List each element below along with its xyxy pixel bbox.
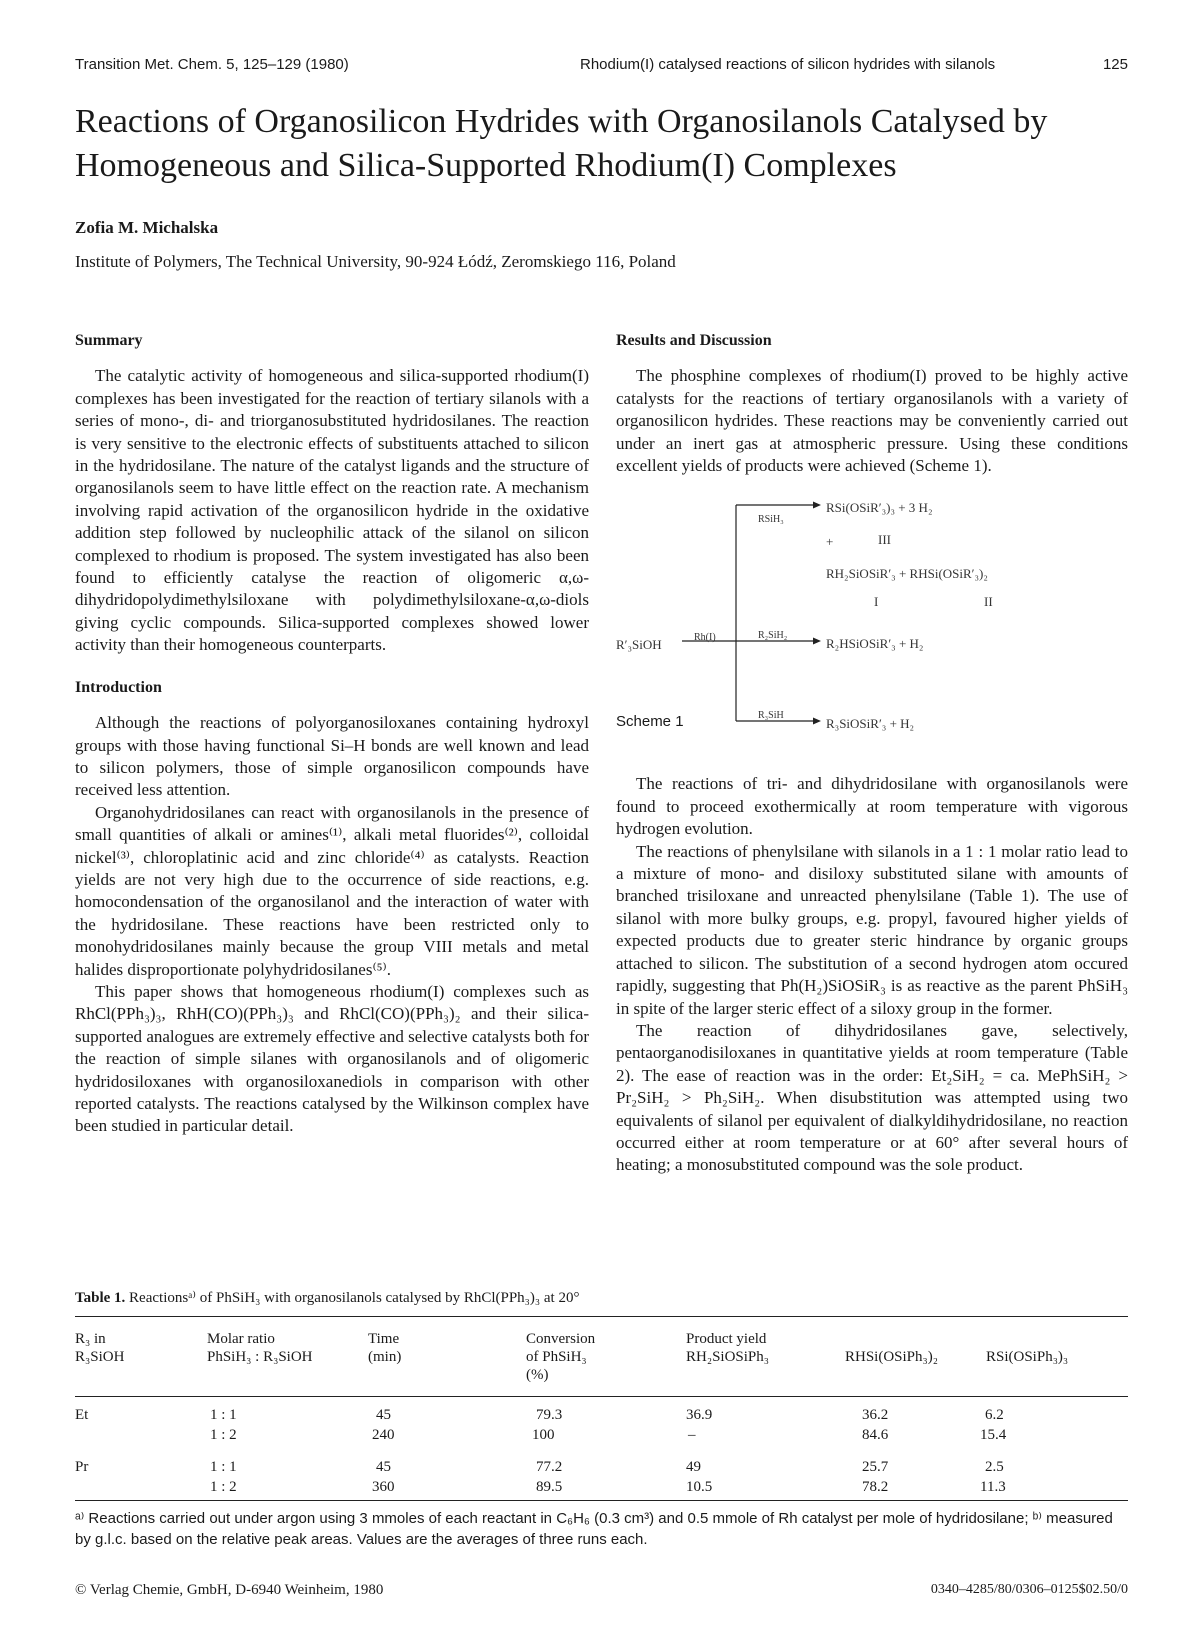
results-paragraph-4: The reaction of dihydridosilanes gave, selectively, pentaorganodisiloxanes in quantitative yields at room temperature (Table 2). The ease of reaction was in the order: Et₂SiH₂ = ca. MePhSiH₂ > Pr₂SiH₂ > Ph₂SiH₂. When disubstitution was attempted using two equivalents of silanol per equivalent of dialkyldihydridosilane, no reaction occurred either at room temperature or at 60° after several hours of heating; a monosubstituted compound was the sole product. [616, 1020, 1128, 1175]
table-row-4-yield-2: 78.2 [862, 1479, 889, 1495]
table-row-4-conv: 89.5 [536, 1479, 563, 1495]
scheme-reagent-2: R₂SiH₂ [758, 630, 788, 642]
table-row-1-yield-1: 36.9 [686, 1407, 713, 1423]
table-row-2-yield-2: 84.6 [862, 1427, 889, 1443]
results-heading: Results and Discussion [616, 332, 772, 349]
scheme-product-1: RSi(OSiR′₃)₃ + 3 H₂ [826, 500, 933, 516]
scheme-reagent-1: RSiH₃ [758, 514, 784, 526]
scheme-catalyst: Rh(I) [694, 632, 716, 644]
introduction-heading: Introduction [75, 678, 162, 696]
table-bottom-rule [75, 1500, 1128, 1501]
table-header-r3: R₃ in R₃SiOH [75, 1331, 125, 1365]
results-paragraph-2: The reactions of tri- and dihydridosilane with organosilanols were found to proceed exothermically at room temperature with vigorous hydrogen evolution. [616, 774, 1128, 839]
intro-paragraph-3: This paper shows that homogeneous rhodium(I) complexes such as RhCl(PPh₃)₃, RhH(CO)(PPh₃)₃ and RhCl(CO)(PPh₃)₂ and their silica-supported analogues are extremely effective and selective catalysts both for the reaction of simple silanes with organosilanols and of oligomeric hydridosiloxanes with organosiloxanediols in comparison with other reported catalysts. The reactions catalysed by the Wilkinson complex have been studied in particular detail. [75, 981, 589, 1136]
author: Zofia M. Michalska [75, 218, 219, 237]
table-footnote: ᵃ⁾ Reactions carried out under argon using 3 mmoles of each reactant in C₆H₆ (0.3 cm³) and 0.5 mmole of Rh catalyst per mole of hydridosilane; ᵇ⁾ measured by g.l.c. based on the relative peak areas. Values are the averages of three runs each. [75, 1510, 1113, 1548]
scheme-product-2: R₂HSiOSiR′₃ + H₂ [826, 636, 924, 652]
table-row-1-yield-2: 36.2 [862, 1407, 889, 1423]
table-row-1-ratio: 1 : 1 [210, 1407, 237, 1423]
table-row-3-yield-1: 49 [686, 1459, 701, 1475]
scheme-label: Scheme 1 [616, 713, 684, 731]
affiliation: Institute of Polymers, The Technical University, 90-924 Łódź, Zeromskiego 116, Poland [75, 252, 676, 271]
results-paragraph-1: The phosphine complexes of rhodium(I) proved to be highly active catalysts for the reactions of tertiary organosilanols with a variety of organosilicon hydrides. These reactions may be conveniently carried out under an inert gas at atmospheric pressure. Using these conditions excellent yields of products were achieved (Scheme 1). [616, 366, 1128, 476]
table-caption [75, 1288, 579, 1307]
table-row-2-yield-1: – [688, 1427, 696, 1443]
scheme-reactant: R′₃SiOH [616, 637, 662, 653]
results-paragraph-3: The reactions of phenylsilane with silanols in a 1 : 1 molar ratio lead to a mixture of mono- and disiloxy substituted silane with amounts of branched trisiloxane and unreacted phenylsilane (Table 1). The use of silanol with more bulky groups, e.g. propyl, favoured higher yields of expected products due to greater steric hindrance by organic groups attached to silicon. The substitution of a second hydrogen atom occured rapidly, suggesting that Ph(H₂)SiOSiR₃ is as reactive as the parent PhSiH₃ in spite of the larger steric effect of a siloxy group in the former. [616, 841, 1128, 1018]
table-header-product-yield: Product yield RH₂SiOSiPh₃ [686, 1331, 769, 1365]
scheme-1 [616, 489, 1128, 759]
table-row-3-ratio: 1 : 1 [210, 1459, 237, 1475]
table-row-3-time: 45 [376, 1459, 391, 1475]
table-header-conversion: Conversion of PhSiH₃ (%) [526, 1331, 596, 1383]
table-row-2-conv: 100 [532, 1427, 555, 1443]
table-header-rule [75, 1396, 1128, 1397]
summary-heading: Summary [75, 332, 143, 349]
table-row-4-yield-1: 10.5 [686, 1479, 713, 1495]
table-row-4-ratio: 1 : 2 [210, 1479, 237, 1495]
table-row-2-time: 240 [372, 1427, 395, 1443]
table-header-rhsi: RHSi(OSiPh₃)₂ [845, 1349, 938, 1365]
article-title: Reactions of Organosilicon Hydrides with Organosilanols Catalysed by Homogeneous and Silica-Supported Rhodium(I) Complexes [75, 103, 1048, 184]
document-code: 0340–4285/80/0306–0125$02.50/0 [930, 1582, 1128, 1597]
running-title: Rhodium(I) catalysed reactions of silicon hydrides with silanols [580, 56, 996, 73]
summary-text: The catalytic activity of homogeneous and silica-supported rhodium(I) complexes has been investigated for the reaction of tertiary silanols with a series of mono-, di- and triorganosubstituted hydridosilanes. The reaction is very sensitive to the electronic effects of substituents attached to silicon in the hydridosilane. The nature of the catalyst ligands and the structure of organosilanols seem to have little effect on the reaction rate. A mechanism involving rapid activation of the organosilicon hydride in the oxidative addition step followed by nucleophilic attack of the silanol on silicon complexed to rhodium is proposed. The system investigated has also been found to efficiently catalyse the reaction of oligomeric α,ω-dihydridopolydimethylsiloxane with polydimethylsiloxane-α,ω-diols giving cyclic compounds. Silica-supported complexes showed lower activity than their homogeneous counterparts. [75, 366, 589, 655]
table-row-3-yield-2: 25.7 [862, 1459, 889, 1475]
table-header-time: Time (min) [368, 1331, 402, 1365]
table-row-3-yield-3: 2.5 [985, 1459, 1004, 1475]
table-row-1-time: 45 [376, 1407, 391, 1423]
scheme-plus: + [826, 534, 834, 550]
right-column [616, 330, 1128, 1177]
scheme-label-ii: II [984, 594, 993, 610]
table-caption-text: Reactionsᵃ⁾ of PhSiH₃ with organosilanols catalysed by RhCl(PPh₃)₃ at 20° [129, 1290, 580, 1306]
intro-paragraph-2: Organohydridosilanes can react with organosilanols in the presence of small quantities of alkali or amines⁽¹⁾, alkali metal fluorides⁽²⁾, colloidal nickel⁽³⁾, chloroplatinic acid and zinc chloride⁽⁴⁾ as catalysts. Reaction yields are not very high due to the occurrence of side reactions, e.g. homocondensation of the organosilanol and the interaction of water with the hydridosilane. These reactions have been restricted only to monohydridosilanes mainly because the group VIII metals and metal halides disproportionate polyhydridosilanes⁽⁵⁾. [75, 802, 589, 979]
scheme-label-iii: III [878, 532, 891, 548]
table-row-3-conv: 77.2 [536, 1459, 563, 1475]
table-row-3-r: Pr [75, 1459, 89, 1475]
copyright-notice: © Verlag Chemie, GmbH, D-6940 Weinheim, 1980 [75, 1582, 384, 1598]
table-row-1-r: Et [75, 1407, 89, 1423]
scheme-reagent-3: R₃SiH [758, 710, 784, 722]
journal-citation: Transition Met. Chem. 5, 125–129 (1980) [75, 56, 349, 73]
table-row-1-conv: 79.3 [536, 1407, 563, 1423]
table-header-rsi: RSi(OSiPh₃)₃ [986, 1349, 1069, 1365]
table-row-1-yield-3: 6.2 [985, 1407, 1004, 1423]
scheme-product-3: R₃SiOSiR′₃ + H₂ [826, 716, 915, 732]
table-row-2-yield-3: 15.4 [980, 1427, 1007, 1443]
table-row-4-time: 360 [372, 1479, 395, 1495]
table-top-rule [75, 1316, 1128, 1317]
table-header-molar-ratio: Molar ratio PhSiH₃ : R₃SiOH [207, 1331, 313, 1365]
table-caption-label: Table 1. [75, 1290, 126, 1306]
intro-paragraph-1: Although the reactions of polyorganosiloxanes containing hydroxyl groups with those having functional Si–H bonds are well known and lead to silicon polymers, those of simple organosilicon compounds have received less attention. [75, 713, 589, 800]
scheme-product-1b: RH₂SiOSiR′₃ + RHSi(OSiR′₃)₂ [826, 566, 988, 582]
left-column [75, 330, 589, 1138]
page-number: 125 [1102, 56, 1128, 73]
scheme-label-i: I [874, 594, 879, 610]
table-row-4-yield-3: 11.3 [980, 1479, 1006, 1495]
table-row-2-ratio: 1 : 2 [210, 1427, 237, 1443]
